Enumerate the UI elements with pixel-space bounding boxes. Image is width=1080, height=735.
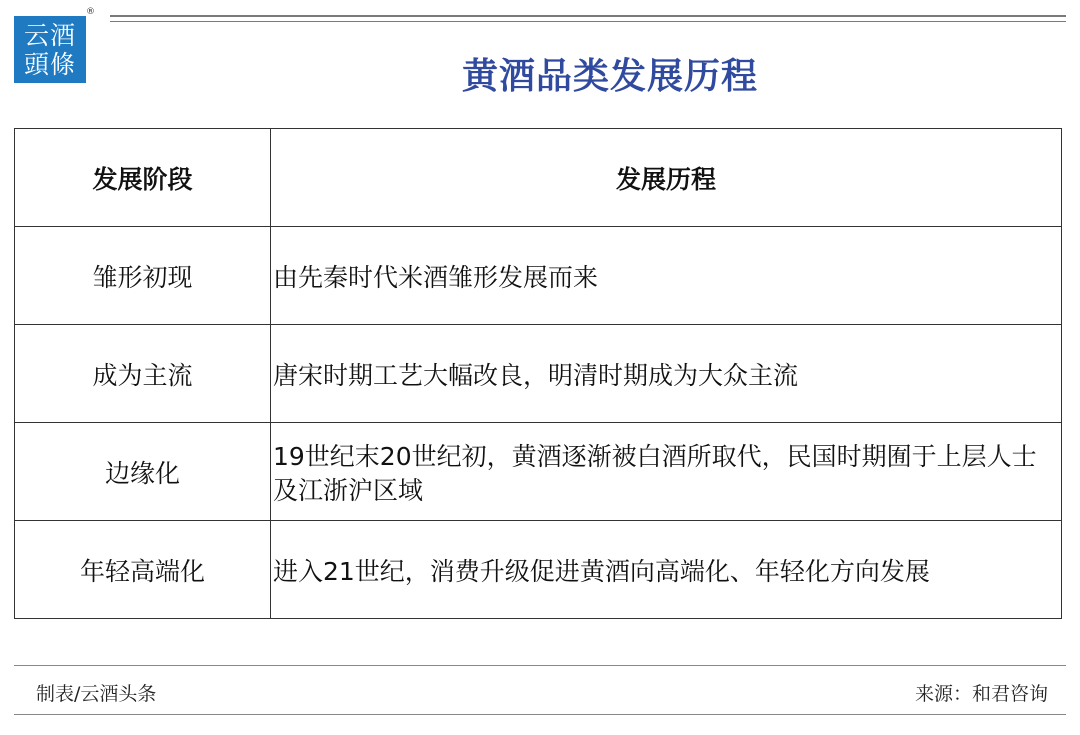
footer-divider-top — [14, 665, 1066, 666]
table-row — [15, 227, 1062, 325]
footer-source: 来源：和君咨询 — [914, 683, 1048, 705]
header-history: 发展历程 — [271, 129, 1062, 227]
history-cell: 进入21世纪，消费升级促进黄酒向高端化、年轻化方向发展 — [271, 521, 1062, 619]
table-row — [15, 521, 1062, 619]
stage-cell: 成为主流 — [15, 325, 271, 423]
registered-mark: ® — [86, 7, 95, 17]
header-divider — [110, 15, 1066, 17]
history-table — [14, 128, 1062, 619]
history-cell: 19世纪末20世纪初，黄酒逐渐被白酒所取代，民国时期囿于上层人士及江浙沪区域 — [271, 423, 1062, 521]
yunjiu-logo — [14, 7, 95, 83]
table-header-row — [15, 129, 1062, 227]
stage-cell: 雏形初现 — [15, 227, 271, 325]
table-row — [15, 325, 1062, 423]
page-title: 黄酒品类发展历程 — [461, 56, 758, 97]
footer-credit: 制表/云酒头条 — [36, 683, 157, 705]
header-divider-thin — [110, 21, 1066, 22]
stage-cell: 年轻高端化 — [15, 521, 271, 619]
table-row — [15, 423, 1062, 521]
stage-cell: 边缘化 — [15, 423, 271, 521]
logo-line-2: 頭條 — [23, 50, 76, 79]
history-cell: 由先秦时代米酒雏形发展而来 — [271, 227, 1062, 325]
logo-line-1: 云酒 — [23, 21, 76, 50]
history-cell: 唐宋时期工艺大幅改良，明清时期成为大众主流 — [271, 325, 1062, 423]
footer-divider-bottom — [14, 714, 1066, 715]
header-stage: 发展阶段 — [15, 129, 271, 227]
